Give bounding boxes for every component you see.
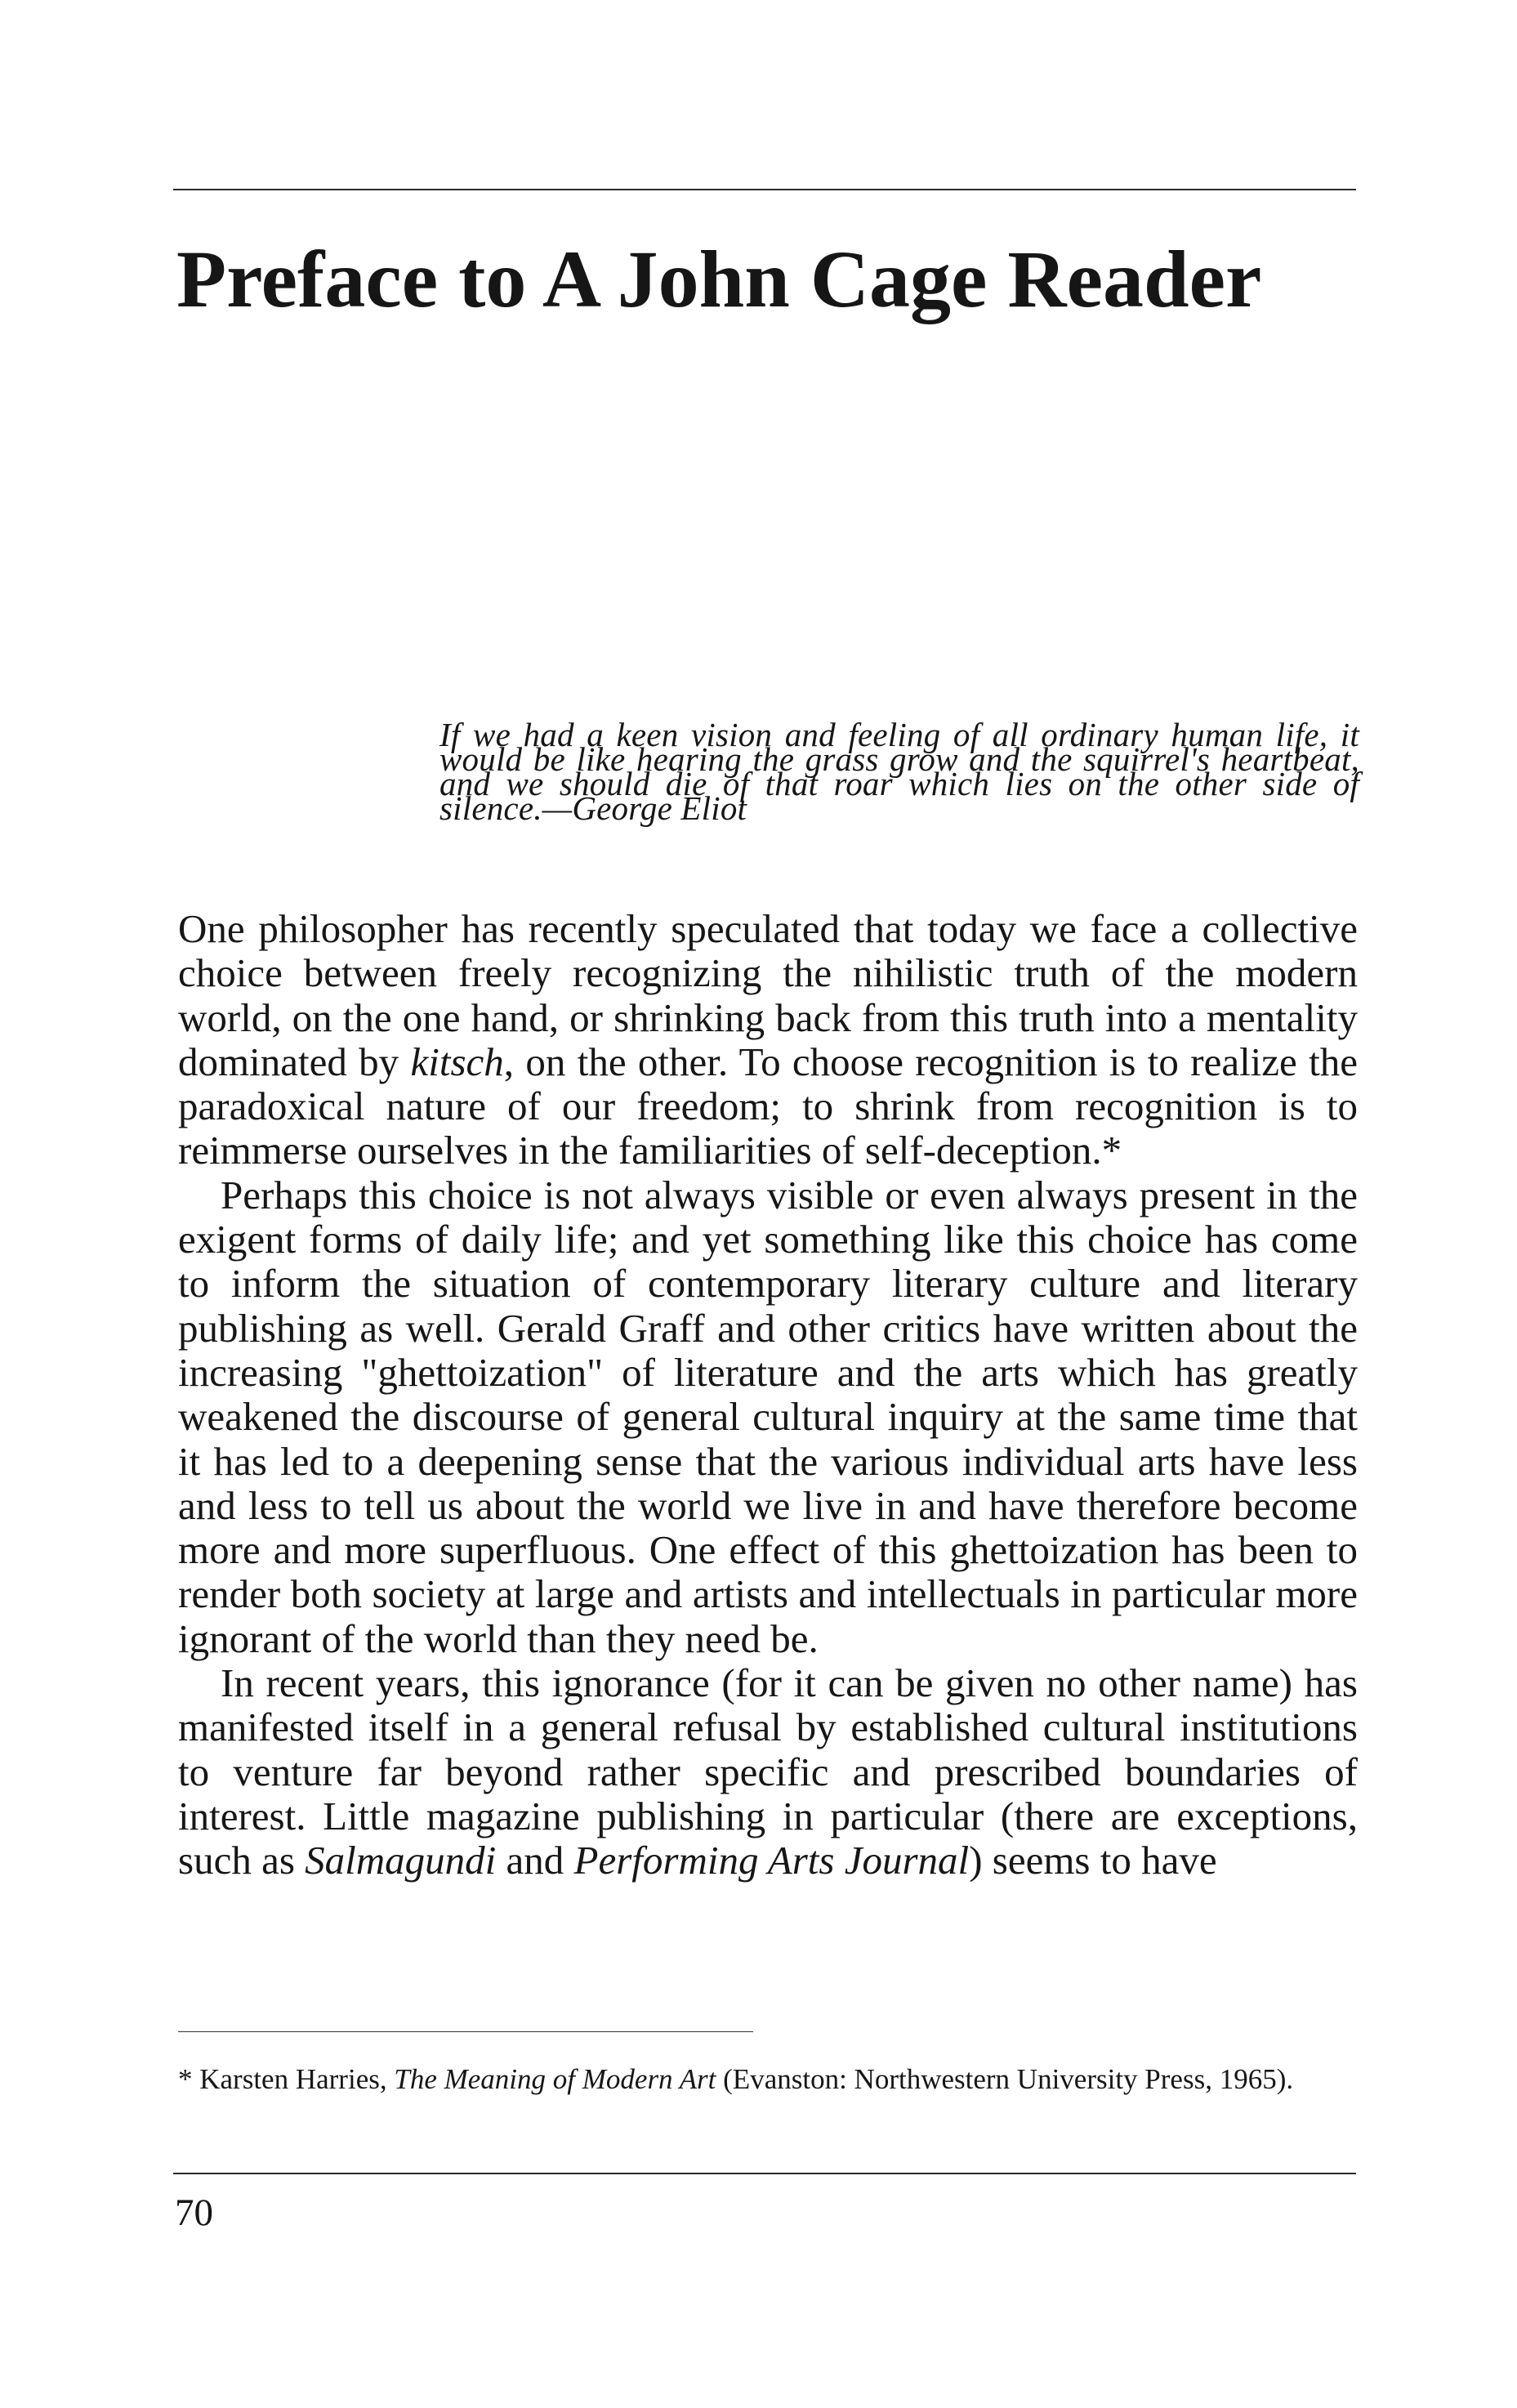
paragraph-3 [178,1661,1358,1883]
page-number: 70 [175,2191,213,2234]
paragraph-1-text-b: , on the other. To choose recognition is to realize the paradoxical nature of our freedom; to shrink from recognition is to reimmerse ourselves in the familiarities of self-deception.* [178,1039,1358,1173]
paragraph-3-text-c: ) seems to have [969,1838,1217,1883]
footnote [178,2059,1358,2099]
epigraph: If we had a keen vision and feeling of all ordinary human life, it would be like hearing the grass grow and the squirrel's heartbeat, and we should die of that roar which lies on the other side of silence.—George Eliot [439,716,1359,827]
footnote-text-a: * Karsten Harries, [178,2063,395,2095]
paragraph-3-text-b: and [496,1838,574,1883]
footnote-book-title: The Meaning of Modern Art [394,2063,716,2095]
paragraph-1 [178,907,1358,1173]
body-text [178,907,1358,1883]
kitsch-emphasis: kitsch [410,1039,504,1084]
footnote-text-b: (Evanston: Northwestern University Press, 1965). [716,2063,1294,2095]
paragraph-1-text-a: One philosopher has recently speculated that today we face a collective choice between freely recognizing the nihilistic truth of the modern world, on the one hand, or shrinking back from this truth into a mentality dominated by [178,906,1358,1084]
footer-rule [173,2173,1356,2174]
header-rule [173,189,1356,190]
footnote-rule [178,2031,753,2032]
salmagundi-title: Salmagundi [305,1838,497,1883]
paragraph-3-text-a: In recent years, this ignorance (for it can be given no other name) has manifested itself in a general refusal by established cultural institutions to venture far beyond rather specific and prescribed boundaries of interest. Little magazine publishing in particular (there are exceptions, such as [178,1660,1358,1883]
paragraph-2: Perhaps this choice is not always visible or even always present in the exigent forms of daily life; and yet something like this choice has come to inform the situation of contemporary literary culture and literary publishing as well. Gerald Graff and other critics have written about the increasing "ghettoization" of literature and the arts which has greatly weakened the discourse of general cultural inquiry at the same time that it has led to a deepening sense that the various individual arts have less and less to tell us about the world we live in and have therefore become more and more superfluous. One effect of this ghettoization has been to render both society at large and artists and intellectuals in particular more ignorant of the world than they need be. [178,1172,1358,1661]
page-title: Preface to A John Cage Reader [176,234,1262,324]
performing-arts-journal-title: Performing Arts Journal [573,1838,970,1883]
